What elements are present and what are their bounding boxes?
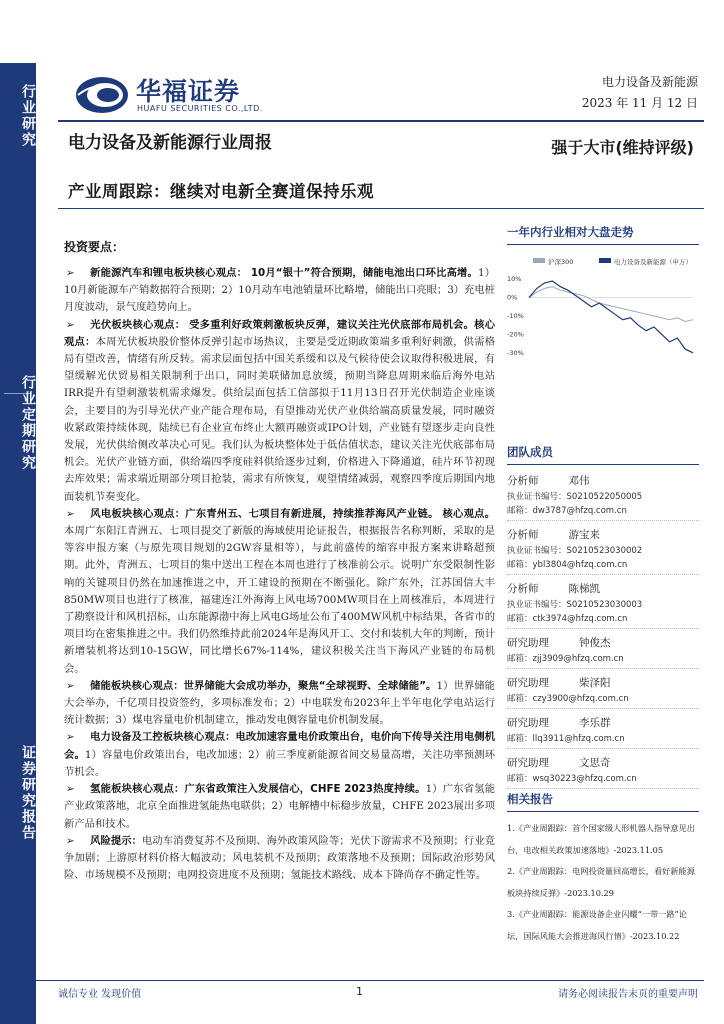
- paragraph-lead: 电力设备及工控板块核心观点：电改加速容量电价政策出台，电价向下传导关注用电侧机会。: [64, 731, 495, 761]
- member-name: 文思奇: [579, 757, 611, 769]
- member-email[interactable]: ctk3974@hfzq.com.cn: [532, 614, 628, 624]
- highlight-paragraph: [64, 781, 495, 833]
- cert-label: 执业证书编号：: [507, 546, 567, 556]
- member-role: 研究助理: [507, 677, 549, 689]
- team-member: [507, 527, 699, 575]
- bullet-arrow-icon: ➢: [66, 267, 75, 279]
- footer-disclaimer: 请务必阅读报告末页的重要声明: [558, 989, 698, 1000]
- company-logo: [74, 70, 274, 120]
- paragraph-body: 本周光伏板块股价整体反弹引起市场热议，主要是受近期政策端多重利好刺激，供需格局有望改善，情绪有所反转。需求层面包括中国关系缓和以及气候待使会议取得积极进展，有望缓解光伏贸易相关限制利于出口，同时美联储加息放缓，预期当降息周期来临后海外电站IRR提升有望刺激装机需求爆发。供给层面包括工信部拟于11月13日召开光伏制造企业座谈会，主要目的为引导光伏产业产能合理布局，有望推动光伏产业供给端高质量发展，同时融资收紧政策持续体现，陆续已有企业宣布终止大额再融资或IPO计划，产业链有望逐步走向良性发展，光伏供给侧改革决心可见。我们认为板块整体处于低估值状态，建议关注光伏底部布局机会。光伏产业链方面，供给端四季度硅料供给逐步过剩，价格进入下降通道，硅片环节初现去库效果；需求端近期部分项目抢装，需求有所恢复，观望情绪减弱，观察四季度后期国内地面装机节奏变化。: [64, 335, 496, 503]
- related-report-link[interactable]: 3.《产业周跟踪：能源设备企业闪耀“一带一路”论坛，国际风能大会推进海风行情》-2023.10.22: [507, 909, 687, 941]
- mail-label: 邮箱：: [507, 560, 533, 570]
- member-divider: [507, 574, 699, 575]
- member-name: 游宝来: [568, 529, 600, 541]
- member-divider: [507, 748, 699, 749]
- paragraph-lead: 风电板块核心观点：广东青州五、七项目有新进展，持续推荐海风产业链。 核心观点。: [90, 507, 495, 520]
- member-role: 研究助理: [507, 757, 549, 769]
- y-tick-label: -20%: [507, 330, 524, 339]
- paragraph-body: 1）容量电价政策出台，电改加速；2）前三季度新能源省间交易量高增，关注功率预测环节机会。: [64, 748, 496, 778]
- side-label-periodic-research: 行业定期研究: [20, 375, 36, 471]
- mail-label: 邮箱：: [507, 774, 533, 784]
- team-member: [507, 755, 699, 789]
- member-divider: [507, 628, 699, 629]
- bullet-arrow-icon: ➢: [66, 507, 75, 520]
- legend-swatch: [599, 258, 611, 263]
- chart-title: 一年内行业相对大盘走势: [507, 224, 699, 245]
- member-email[interactable]: czy3900@hfzq.com.cn: [532, 694, 629, 704]
- header-divider: [58, 120, 704, 122]
- member-email[interactable]: ybl3804@hfzq.com.cn: [532, 560, 628, 570]
- paragraph-body: 1）10月新能源车产销数据符合预期；2）10月动车电池销量环比略增，储能出口亮眼；3）充电桩月度波动，景气度趋势向上。: [64, 267, 495, 314]
- related-report-link[interactable]: 2.《产业周跟踪：电网投资量回高增长，看好新能源板块持续反弹》-2023.10.29: [507, 866, 695, 898]
- y-tick-label: -10%: [507, 312, 524, 320]
- mail-label: 邮箱：: [507, 694, 533, 704]
- footer-divider: [36, 980, 704, 981]
- bullet-arrow-icon: ➢: [66, 318, 75, 331]
- member-email[interactable]: zjj3909@hfzq.com.cn: [532, 654, 624, 664]
- mail-label: 邮箱：: [507, 654, 533, 664]
- member-divider: [507, 708, 699, 709]
- cert-label: 执业证书编号：: [507, 600, 567, 610]
- legend-swatch: [533, 258, 545, 263]
- member-email[interactable]: wsq30223@hfzq.com.cn: [532, 774, 637, 784]
- subtitle-divider: [58, 208, 704, 209]
- header-sector: 电力设备及新能源: [601, 75, 698, 89]
- page-number: 1: [356, 985, 363, 998]
- member-email[interactable]: llq3911@hfzq.com.cn: [532, 734, 625, 744]
- header-date: 2023 年 11 月 12 日: [581, 96, 698, 110]
- paragraph-body: 电动车消费复苏不及预期、海外政策风险等；光伏下游需求不及预期；行业竞争加剧；上游原材料价格大幅波动；风电装机不及预期；政策落地不及预期；国际政治形势风险、市场规模不及预期；电网投资进度不及预期；氢能技术路线、成本下降尚存不确定性等。: [64, 834, 496, 882]
- paragraph-body: 1）世界储能大会举办，千亿项目投资签约，多项标准发布；2）中电联发布2023年上半年电化学电站运行统计数据；3）煤电容量电价机制建立，推动发电侧容量电价机制发展。: [64, 679, 495, 727]
- side-label-industry-research: 行业研究: [20, 84, 36, 148]
- report-title: 电力设备及新能源行业周报: [68, 133, 272, 153]
- highlight-paragraph: [64, 506, 495, 678]
- paragraph-lead: 储能板块核心观点：世界储能大会成功举办，聚焦“全球视野、全球储能”。: [90, 679, 437, 692]
- member-name: 邓伟: [568, 475, 590, 487]
- investment-highlights-heading: 投资要点：: [64, 240, 125, 254]
- highlight-paragraph: [64, 317, 495, 506]
- bullet-arrow-icon: ➢: [66, 731, 75, 744]
- member-divider: [507, 520, 699, 521]
- cert-number: S0210523030002: [566, 546, 643, 556]
- related-report-link[interactable]: 1.《产业周跟踪：首个国家级人形机器人指导意见出台，电改相关政策加速落地》-2023.11.05: [507, 823, 695, 855]
- header-info: [582, 72, 698, 114]
- footer-slogan: 诚信专业 发现价值: [58, 989, 142, 1000]
- highlight-paragraph: [64, 678, 495, 730]
- y-tick-label: 0%: [507, 293, 518, 302]
- paragraph-body: 本周广东阳江青洲五、七项目提交了新版的海域使用论证报告，根据报告名称判断，采取的是等容申报方案（与原先项目规划的2GW容量相等），与此前盛传的缩容申报方案来讲略超预期。此外，青洲五、七项目的集中送出工程在本周也进行了核准前公示。说明广东受限制性影响的关键项目仍然在加速推进之中，开工建设的预期在不断强化。除广东外，江苏国信大丰850MW项目也进行了核准，福建连江外海海上风电场700MW项目在上周核准后，本周进行了勘察设计和风机招标，山东能源渤中海上风电G场址公布了400MW风机中标结果，各省市的项目均在密集推进之中。我们仍然维持此前2024年是海风开工、交付和装机大年的判断，预计新增装机将达到10-15GW，同比增长67%-114%，建议积极关注当下海风产业链的布局机会。: [64, 525, 495, 675]
- related-reports-section: [507, 791, 699, 947]
- member-role: 研究助理: [507, 637, 549, 649]
- series-line-hs300: [529, 287, 693, 322]
- mail-label: 邮箱：: [507, 506, 533, 516]
- member-role: 分析师: [507, 529, 539, 541]
- report-subtitle: 产业周跟踪：继续对电新全赛道保持乐观: [68, 182, 374, 201]
- related-reports-title: 相关报告: [507, 791, 699, 812]
- legend-label: 沪深300: [548, 258, 574, 266]
- highlight-paragraph: [64, 265, 495, 317]
- bullet-arrow-icon: ➢: [66, 783, 75, 796]
- team-member: [507, 675, 699, 709]
- series-line-sector: [529, 281, 693, 353]
- main-content: [64, 238, 495, 884]
- paragraph-lead: 光伏板块核心观点： 受多重利好政策刺激板块反弹，建议关注光伏底部布局机会。核心观点：: [64, 318, 495, 348]
- bullet-arrow-icon: ➢: [66, 679, 75, 692]
- member-email[interactable]: dw3787@hfzq.com.cn: [532, 506, 627, 516]
- member-role: 研究助理: [507, 717, 549, 729]
- highlight-paragraph: [64, 729, 495, 781]
- logo-mark-icon: [74, 74, 130, 116]
- team-member: [507, 635, 699, 669]
- cert-number: S0210523030003: [566, 600, 643, 610]
- cert-number: S0210522050005: [566, 492, 643, 502]
- member-divider: [507, 788, 699, 789]
- logo-english-name: HUAFU SECURITIES CO.,LTD.: [137, 104, 263, 113]
- member-name: 陈梯凯: [568, 583, 600, 595]
- member-divider: [507, 668, 699, 669]
- team-section: [507, 444, 699, 789]
- paragraph-body: 1）广东省氢能产业政策落地，北京全面推进氢能热电联供；2）电解槽中标稳步放量，CHFE 2023展出多项新产品和技术。: [64, 783, 496, 830]
- side-label-securities-report: 证券研究报告: [20, 745, 36, 841]
- highlight-paragraph: [64, 833, 495, 885]
- member-role: 分析师: [507, 475, 539, 487]
- y-tick-label: 10%: [507, 275, 522, 284]
- mail-label: 邮箱：: [507, 614, 533, 624]
- rating: 强于大市(维持评级): [551, 138, 694, 157]
- mail-label: 邮箱：: [507, 734, 533, 744]
- paragraph-lead: 氢能板块核心观点：广东省政策注入发展信心，CHFE 2023热度持续。: [90, 783, 426, 796]
- cert-label: 执业证书编号：: [507, 492, 567, 502]
- team-member: [507, 715, 699, 749]
- team-title: 团队成员: [507, 444, 699, 465]
- bullet-arrow-icon: ➢: [66, 834, 75, 847]
- chart-section: [507, 224, 699, 245]
- relative-performance-chart: [507, 256, 699, 368]
- member-role: 分析师: [507, 583, 539, 595]
- side-band: [0, 63, 36, 1024]
- logo-chinese-name: 华福证券: [136, 77, 241, 106]
- team-member: [507, 581, 699, 629]
- paragraph-lead: 风险提示：: [90, 834, 143, 847]
- y-tick-label: -30%: [507, 348, 524, 357]
- member-name: 李乐群: [579, 717, 611, 729]
- member-name: 钟俊杰: [579, 637, 611, 649]
- paragraph-lead: 新能源汽车和锂电板块核心观点： 10月“银十”符合预期，储能电池出口环比高增。: [90, 267, 478, 279]
- legend-label: 电力设备及新能源（申万）: [614, 258, 692, 266]
- chart-svg: [507, 256, 699, 368]
- member-name: 柴泽阳: [579, 677, 611, 689]
- team-member: [507, 473, 699, 521]
